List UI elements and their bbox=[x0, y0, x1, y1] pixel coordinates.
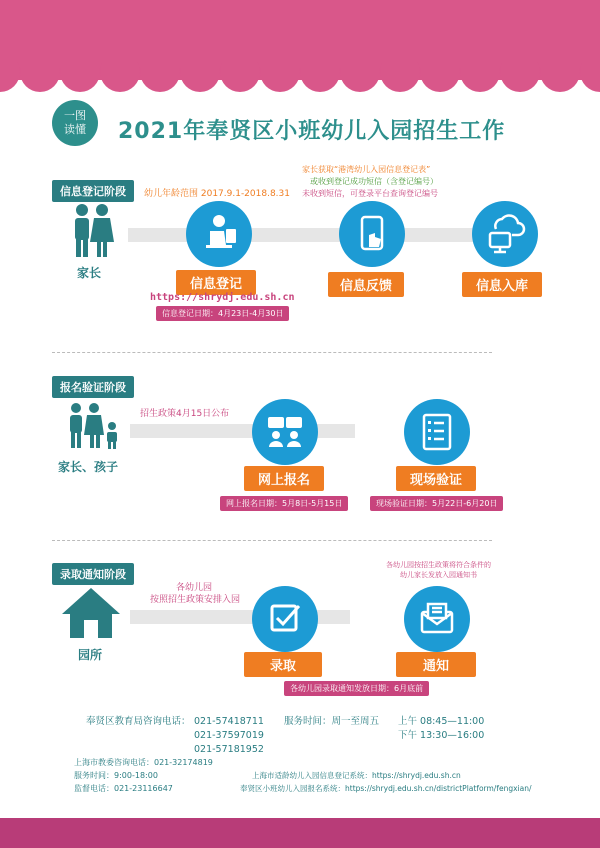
step-circle-onsite bbox=[404, 399, 470, 465]
service-hours-pm: 下午 13:30—16:00 bbox=[398, 730, 485, 741]
stage-tag-registration: 信息登记阶段 bbox=[52, 180, 134, 202]
hotline-phone-1: 021-57418711 bbox=[194, 716, 264, 727]
step-circle-register bbox=[186, 201, 252, 267]
phone-touch-icon bbox=[339, 201, 405, 267]
hotline-phone-3: 021-57181952 bbox=[194, 744, 264, 755]
computer-user-icon bbox=[186, 201, 252, 267]
city-registration-system[interactable]: 上海市适龄幼儿入园信息登记系统：https://shrydj.edu.sh.cn bbox=[252, 771, 461, 780]
logo-badge bbox=[52, 100, 98, 146]
step-onsite-verify: 现场验证 bbox=[396, 466, 476, 491]
step-admit: 录取 bbox=[244, 652, 322, 677]
logo-line2: 读懂 bbox=[64, 123, 86, 136]
people-label-parent: 家长 bbox=[77, 266, 102, 280]
note-line2: 或收到登记成功短信（含登记编号） bbox=[310, 177, 438, 186]
stage-tag-verification: 报名验证阶段 bbox=[52, 376, 134, 398]
family-icon bbox=[68, 203, 116, 259]
cloud-computer-icon bbox=[472, 201, 538, 267]
notify-note-line1: 各幼儿园按招生政策将符合条件的 bbox=[386, 561, 491, 569]
supervision-hotline: 监督电话：021-23116647 bbox=[74, 784, 173, 793]
onsite-verify-date: 现场验证日期：5月22日-6月20日 bbox=[370, 496, 503, 511]
step-circle-admit bbox=[252, 586, 318, 652]
divider-2 bbox=[52, 540, 492, 541]
checkbox-icon bbox=[252, 586, 318, 652]
step-storage: 信息入库 bbox=[462, 272, 542, 297]
step-feedback: 信息反馈 bbox=[328, 272, 404, 297]
house-icon bbox=[60, 586, 122, 640]
note-line1: 家长获取“港湾幼儿入园信息登记表” bbox=[302, 165, 431, 174]
district-registration-system[interactable]: 奉贤区小班幼儿入园报名系统：https://shrydj.edu.sh.cn/districtPlatform/fengxian/ bbox=[240, 784, 532, 793]
step-circle-notify bbox=[404, 586, 470, 652]
logo-line1: 一图 bbox=[64, 109, 86, 122]
registration-url[interactable]: https://shrydj.edu.sh.cn bbox=[150, 292, 295, 303]
step-online-register: 网上报名 bbox=[244, 466, 324, 491]
policy-note: 招生政策4月15日公布 bbox=[140, 409, 230, 419]
parents-child-icon bbox=[66, 402, 122, 450]
step-circle-storage bbox=[472, 201, 538, 267]
registration-date: 信息登记日期：4月23日-4月30日 bbox=[156, 306, 289, 321]
chat-people-icon bbox=[252, 399, 318, 465]
note-line3: 未收到短信，可登录平台查询登记编号 bbox=[302, 189, 438, 198]
flow-arrow-2 bbox=[130, 424, 355, 438]
bottom-banner bbox=[0, 818, 600, 848]
online-register-date: 网上报名日期：5月8日-5月15日 bbox=[220, 496, 348, 511]
people-label-kindergarten: 园所 bbox=[78, 648, 103, 662]
envelope-icon bbox=[404, 586, 470, 652]
hotline-label: 奉贤区教育局咨询电话： bbox=[86, 716, 191, 727]
step-circle-feedback bbox=[339, 201, 405, 267]
service-hours-am: 上午 08:45—11:00 bbox=[398, 716, 485, 727]
scallop-border bbox=[0, 62, 600, 102]
notify-note-line2: 幼儿家长发放入园通知书 bbox=[400, 571, 477, 579]
age-range-note: 幼儿年龄范围 2017.9.1-2018.8.31 bbox=[144, 189, 290, 199]
hotline-phone-2: 021-37597019 bbox=[194, 730, 264, 741]
notify-date: 各幼儿园录取通知发放日期：6月底前 bbox=[284, 681, 429, 696]
page-title: 2021年奉贤区小班幼儿入园招生工作 bbox=[118, 119, 506, 144]
divider-1 bbox=[52, 352, 492, 353]
admission-note-line1: 各幼儿园 bbox=[176, 583, 213, 593]
city-service-hours: 服务时间：9:00-18:00 bbox=[74, 771, 158, 780]
admission-note-line2: 按照招生政策安排入园 bbox=[150, 595, 241, 605]
step-notify: 通知 bbox=[396, 652, 476, 677]
step-register: 信息登记 bbox=[176, 270, 256, 295]
step-circle-online bbox=[252, 399, 318, 465]
people-label-parent-child: 家长、孩子 bbox=[58, 460, 119, 474]
checklist-icon bbox=[404, 399, 470, 465]
stage-tag-admission: 录取通知阶段 bbox=[52, 563, 134, 585]
city-hotline: 上海市教委咨询电话：021-32174819 bbox=[74, 758, 213, 767]
service-hours-label: 服务时间：周一至周五 bbox=[284, 716, 380, 727]
